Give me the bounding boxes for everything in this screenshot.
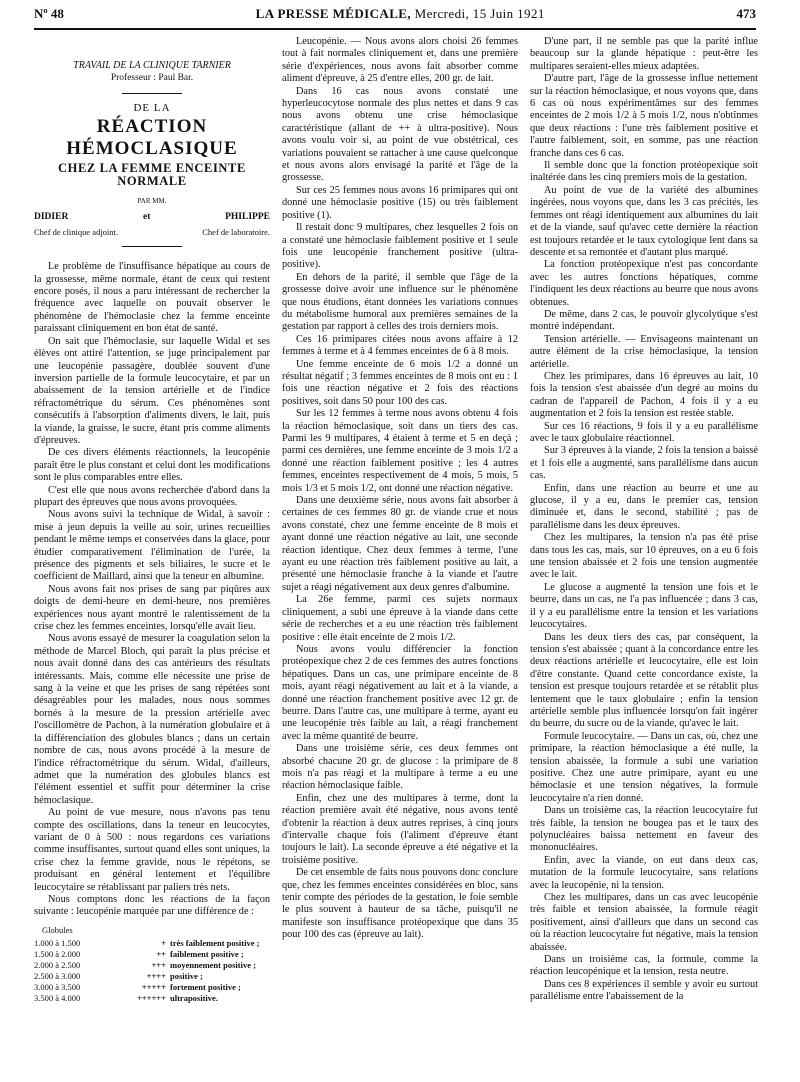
paragraph: Il semble donc que la fonction protéopexique soit inaltérée dans les cinq premiers mois de la gestation. xyxy=(530,160,758,184)
clinic-line: TRAVAIL DE LA CLINIQUE TARNIER xyxy=(73,60,231,71)
paragraph: Une femme enceinte de 6 mois 1/2 a donné un résultat négatif ; 3 femmes enceintes de 8 mois ont eu : 1 fois une réaction négative et 2 fois des réactions positives, soit dans 50 pour 100 des cas. xyxy=(282,358,518,407)
globules-plus: +++++ xyxy=(141,981,166,992)
issue-date: Mercredi, 15 Juin 1921 xyxy=(411,6,545,21)
paragraph: Ces 16 primipares citées nous avons affaire à 12 femmes à terme et à 4 femmes enceintes de 6 à 8 mois. xyxy=(282,333,518,358)
paragraph: De ces divers éléments réactionnels, la leucopénie paraît être le plus constant et celui dont les modifications sont le plus comparables entre elles. xyxy=(34,447,270,484)
paragraph: Nous avons voulu différencier la fonction protéopexique chez 2 de ces femmes des autres fonctions hépatiques. Dans un cas, une primipare enceinte de 8 mois, ayant réagi négativement au lait et à la viande, a donné une réaction franchement positive avec 12 gr. de beurre. Dans l'autre cas, une multipare à terme, ayant eu une leucopénie très faible au lait, a réagi franchement avec la même quantité de beurre. xyxy=(282,643,518,742)
paragraph: Nous comptons donc les réactions de la façon suivante : leucopénie marquée par une différence de : xyxy=(34,893,270,918)
author-roles xyxy=(34,226,270,238)
divider xyxy=(122,246,182,247)
globules-row xyxy=(34,993,270,1004)
paragraph: Sur ces 25 femmes nous avons 16 primipares qui ont donné une hémoclasie positive (15) ou très faiblement positive (1). xyxy=(282,184,518,221)
paragraph: Le glucose a augmenté la tension une fois et le beurre, dans un cas, ne l'a pas influencée ; dans 3 cas, il y a eu parallélisme entre la tension et les variations leucocytaires. xyxy=(530,581,758,631)
paragraph: On sait que l'hémoclasie, sur laquelle Widal et ses élèves ont attiré l'attention, se juge principalement par une leucopénie passagère, doublée souvent d'une inversion partielle de la formule leucocytaire, et par un abaissement de la tension artérielle et de l'indice réfractométrique du sérum. Ces phénomènes sont consécutifs à l'absorption d'aliments divers, le lait, puis la viande, la graisse, le sucre, étant pris comme aliments d'épreuves. xyxy=(34,335,270,446)
globules-desc: fortement positive ; xyxy=(170,981,241,992)
page-header xyxy=(34,6,756,30)
globules-row xyxy=(34,960,270,971)
by-line: PAR MM. xyxy=(137,197,167,206)
globules-desc: positive ; xyxy=(170,970,203,981)
column-2 xyxy=(282,36,518,1072)
paragraph: La 26e femme, parmi ces sujets normaux cliniquement, a subi une épreuve à la viande dans cette série de recherches et a eu une réaction très faiblement positive : elle était enceinte de 2 mois 1/2. xyxy=(282,594,518,643)
paragraph: Il restait donc 9 multipares, chez lesquelles 2 fois on a constaté une hémoclasie faiblement positive et 1 seule fois une leucopénie franchement positive (ultra-positive). xyxy=(282,222,518,271)
journal-name: LA PRESSE MÉDICALE, xyxy=(255,6,411,21)
globules-desc: ultrapositive. xyxy=(170,992,218,1003)
paragraph: Nous avons suivi la technique de Widal, à savoir : mise à jeun depuis la veille au soir, urines recueillies pendant le même temps et conservées dans la glace, pour étudier comparativement l'élimination de l'urée, la présence des pigments et sels biliaires, le sucre et le coefficient de Maillard, ainsi que la teneur en albumine. xyxy=(34,509,270,583)
author-conjunction: et xyxy=(143,212,151,223)
paragraph: Chez les multipares, dans un cas avec leucopénie très faible et tension abaissée, la formule réagit positivement, ainsi d'ailleurs que dans un second cas où la réaction leucocytaire fut négative, mais la tension abaissée. xyxy=(530,892,758,953)
paragraph: D'autre part, l'âge de la grossesse influe nettement sur la réaction hémoclasique, et nous voyons que, dans 6 cas où nous expérimentâmes sur des femmes enceintes de 2 mois 1/2 à 5 mois 1/2, nous n'obtînmes que deux réactions : l'une très faiblement positive et l'autre faiblement, soit, en somme, pas une réaction franche dans ces 6 cas. xyxy=(530,73,758,159)
globules-row xyxy=(34,938,270,949)
article-title-block xyxy=(34,60,270,247)
globules-scale xyxy=(34,925,270,1004)
paragraph: D'une part, il ne semble pas que la parité influe beaucoup sur la glande hépatique : peut-être les multipares seraient-elles mieux adaptées. xyxy=(530,36,758,72)
author-1-role: Chef de clinique adjoint. xyxy=(34,226,119,237)
paragraph: Le problème de l'insuffisance hépatique au cours de la grossesse, même normale, étant de ceux qui restent encore posés, il nous a paru intéressant de rechercher la fréquence avec laquelle on pouvait observer le phénomène de l'hémoclasie chez la femme enceinte paraissant cliniquement en bon état de santé. xyxy=(34,261,270,335)
paragraph: Dans les deux tiers des cas, par conséquent, la tension s'est abaissée ; quant à la concordance entre les deux réactions artérielle et leucocytaire, elle est loin d'être constante. Quand cette concordance existe, la tension est presque toujours retardée et se rétablit plus lentement que le taux globulaire ; enfin la tension artérielle semble plus influencée lorsqu'on fait ingérer du beurre, du sucre ou de la viande, qu'avec le lait. xyxy=(530,631,758,730)
paragraph: Sur ces 16 réactions, 9 fois il y a eu parallélisme avec le taux globulaire réactionnel. xyxy=(530,420,758,444)
globules-range: 1.500 à 2.000 xyxy=(34,948,81,959)
paragraph: Dans une troisième série, ces deux femmes ont absorbé chacune 20 gr. de glucose : la primipare de 8 mois n'a pas réagi et la multipare à terme a eu une réaction hémoclasique faible. xyxy=(282,743,518,792)
paragraph: Sur 3 épreuves à la viande, 2 fois la tension a baissé et 1 fois elle a augmenté, sans parallélisme dans aucun cas. xyxy=(530,445,758,482)
paragraph: De cet ensemble de faits nous pouvons donc conclure que, chez les femmes enceintes considérées en bloc, sans tenir compte des périodes de la gestation, le foie semble le plus souvent à hauteur de sa tâche, puisqu'il ne manifeste son insuffisance protéopexique que dans 35 pour 100 des cas (épreuve au lait). xyxy=(282,867,518,941)
globules-header: Globules xyxy=(42,924,73,935)
globules-plus: ++++++ xyxy=(136,992,166,1003)
issue-number: Nº 48 xyxy=(34,6,64,21)
globules-range: 2.000 à 2.500 xyxy=(34,959,81,970)
paragraph: La fonction protéopexique n'est pas concordante avec les autres fonctions hépatiques, comme l'indiquent les deux réactions au beurre que nous avons obtenues. xyxy=(530,259,758,308)
paragraph: Formule leucocytaire. — Dans un cas, où, chez une primipare, la réaction hémoclasique a été nulle, la tension abaissée, la formule a subi une variation positive. Chez une autre primipare, ayant eu une hémoclasie et une tension négatives, la formule leucocytaire n'a rien donné. xyxy=(530,730,758,804)
journal-title xyxy=(256,6,545,22)
paragraph: Dans 16 cas nous avons constaté une hyperleucocytose normale des plus nettes et dans 9 cas nous avons obtenu une crise hémoclasique caractéristique (allant de ++ à ultra-positive). Nous avons voulu voir si, au point de vue obstétrical, ces variations pouvaient se rattacher à une cause quelconque et nous avons alors envisagé la parité et l'âge de la grossesse. xyxy=(282,85,518,184)
globules-range: 3.000 à 3.500 xyxy=(34,981,81,992)
professor-line: Professeur : Paul Bar. xyxy=(110,73,194,84)
globules-plus: + xyxy=(161,937,166,948)
globules-row xyxy=(34,949,270,960)
globules-row xyxy=(34,982,270,993)
paragraph: Leucopénie. — Nous avons alors choisi 26 femmes tout à fait normales cliniquement et, dans une première série d'expériences, nous avons fait absorber comme aliment d'épreuve, à 25 d'entre elles, 200 gr. de lait. xyxy=(282,36,518,85)
paragraph: De même, dans 2 cas, le pouvoir glycolytique s'est montré indépendant. xyxy=(530,308,758,333)
paragraph: C'est elle que nous avons recherchée d'abord dans la plupart des épreuves que nous avons provoquées. xyxy=(34,484,270,508)
author-2-role: Chef de laboratoire. xyxy=(202,226,270,237)
paragraph: Tension artérielle. — Envisageons maintenant un autre élément de la crise hémoclasique, la tension artérielle. xyxy=(530,333,758,370)
globules-plus: ++ xyxy=(156,948,166,959)
globules-desc: très faiblement positive ; xyxy=(170,937,260,948)
article-subtitle: CHEZ LA FEMME ENCEINTE NORMALE xyxy=(58,161,246,188)
paragraph: Au point de vue de la variété des albumines ingérées, nous voyons que, dans les 3 cas précités, les femmes ont réagi identiquement aux albumines du lait et de la viande, sauf qu'avec cette dernière la réaction est toujours retardée et le taux cytologique lent dans sa descente et sa remontée et d'autant plus marqué. xyxy=(530,184,758,258)
globules-range: 3.500 à 4.000 xyxy=(34,992,81,1003)
globules-plus: ++++ xyxy=(146,970,166,981)
author-1: DIDIER xyxy=(34,212,69,223)
authors xyxy=(34,211,270,223)
paragraph: Nous avons fait nos prises de sang par piqûres aux doigts de demi-heure en demi-heure, nos premières expériences nous ayant montré le ralentissement de la crise chez les femmes enceintes, lorsqu'elle avait lieu. xyxy=(34,583,270,633)
paragraph: Dans ces 8 expériences il semble y avoir eu surtout parallélisme entre l'abaissement de la xyxy=(530,978,758,1003)
paragraph: En dehors de la parité, il semble que l'âge de la grossesse doive avoir une influence sur le phénomène que nous étudions, étant données les variations connues du métabolisme humoral aux premières semaines de la gestation par rapport à celles des trois derniers mois. xyxy=(282,271,518,333)
paragraph: Dans une deuxième série, nous avons fait absorber à certaines de ces femmes 80 gr. de viande crue et nous avons constaté, chez une femme enceinte de 8 mois et ayant donné une réaction négative au lait, une seconde réaction identique. Chez deux femmes à terme, l'une ayant eu une réaction très faiblement positive au lait, a présenté une hémoclasie franche à la viande et l'autre sujet a réagi négativement aux deux genres d'albumine. xyxy=(282,495,518,593)
author-2: PHILIPPE xyxy=(225,212,270,223)
title-prefix: DE LA xyxy=(133,101,171,114)
paragraph: Enfin, dans une réaction au beurre et une au glucose, il y a eu, dans le premier cas, tension diminuée et, dans le second, stabilité ; pas de parallélisme dans les deux épreuves. xyxy=(530,482,758,531)
paragraph: Chez les primipares, dans 16 épreuves au lait, 10 fois la tension s'est abaissée d'un degré au moins du cadran de l'appareil de Pachon, 4 fois il y a eu augmentation et 2 fois la tension est restée stable. xyxy=(530,370,758,420)
globules-row xyxy=(34,971,270,982)
column-1 xyxy=(34,36,270,1072)
paragraph: Dans un troisième cas, la formule, comme la réaction leucopénique et la tension, resta neutre. xyxy=(530,954,758,978)
paragraph: Enfin, chez une des multipares à terme, dont la réaction première avait été négative, nous avons tenté d'obtenir la réaction à deux autres reprises, à cinq jours d'intervalle chaque fois (l'aliment d'épreuve étant toujours le lait). La seconde épreuve a été négative et la troisième positive. xyxy=(282,792,518,866)
paragraph: Chez les multipares, la tension n'a pas été prise dans tous les cas, mais, sur 10 épreuves, on a eu 6 fois une tension abaissée et 2 fois une tension augmentée avec le lait. xyxy=(530,532,758,581)
globules-plus: +++ xyxy=(151,959,166,970)
globules-range: 1.000 à 1.500 xyxy=(34,937,81,948)
column-1-text xyxy=(34,261,270,919)
globules-desc: moyennement positive ; xyxy=(170,959,256,970)
globules-range: 2.500 à 3.000 xyxy=(34,970,81,981)
article-title: RÉACTION HÉMOCLASIQUE xyxy=(66,116,238,160)
page-number: 473 xyxy=(736,6,756,21)
paragraph: Au point de vue mesure, nous n'avons pas tenu compte des oscillations, dans la teneur en leucocytes, variant de 0 à 500 : nous regardons ces variations comme insuffisantes, surtout quand elles sont uniques, la crise chez la femme gravide, nous le répétons, se produisant en général lentement et l'équilibre leucocytaire se rétablissant par paliers très nets. xyxy=(34,807,270,893)
paragraph: Dans un troisième cas, la réaction leucocytaire fut très faible, la tension ne bougea pas et le taux des polynucléaires baissa nettement en faveur des mononucléaires. xyxy=(530,805,758,854)
paragraph: Nous avons essayé de mesurer la coagulation selon la méthode de Marcel Bloch, qui paraît la plus précise et nous avait donné dans des cas antérieurs des résultats intéressants. Mais, comme elle nécessite une prise de sang à la veine et que les prises de sang répétées sont désagréables pour les malades, nous nous sommes bornés à la mesure de la pression artérielle avec l'oscillomètre de Pachon, à la numération globulaire et à la différenciation des globules blancs ; dans un certain nombre de cas, nous avons procédé à la mesure de l'indice réfractométrique du sérum. Widal, d'ailleurs, admet que la numération des globules blancs est l'élément essentiel et suffit pour déterminer la crise hémoclasique. xyxy=(34,633,270,806)
globules-desc: faiblement positive ; xyxy=(170,948,244,959)
divider xyxy=(122,93,182,94)
paragraph: Sur les 12 femmes à terme nous avons obtenu 4 fois la réaction hémoclasique, soit dans un tiers des cas. Parmi les 9 multipares, 4 étaient à terme et 5 en deçà ; parmi ces dernières, une femme enceinte de 3 mois 1/2 a donné une réaction faiblement positive ; les 4 autres femmes, enceintes respectivement de 4 mois, 5 mois, 5 mois 1/3 et 5 mois 1/2, ont donné une réaction négative. xyxy=(282,408,518,494)
paragraph: Enfin, avec la viande, on eut dans deux cas, mutation de la formule leucocytaire, sans relations avec la leucopénie, ni la tension. xyxy=(530,854,758,891)
column-3 xyxy=(530,36,758,1072)
